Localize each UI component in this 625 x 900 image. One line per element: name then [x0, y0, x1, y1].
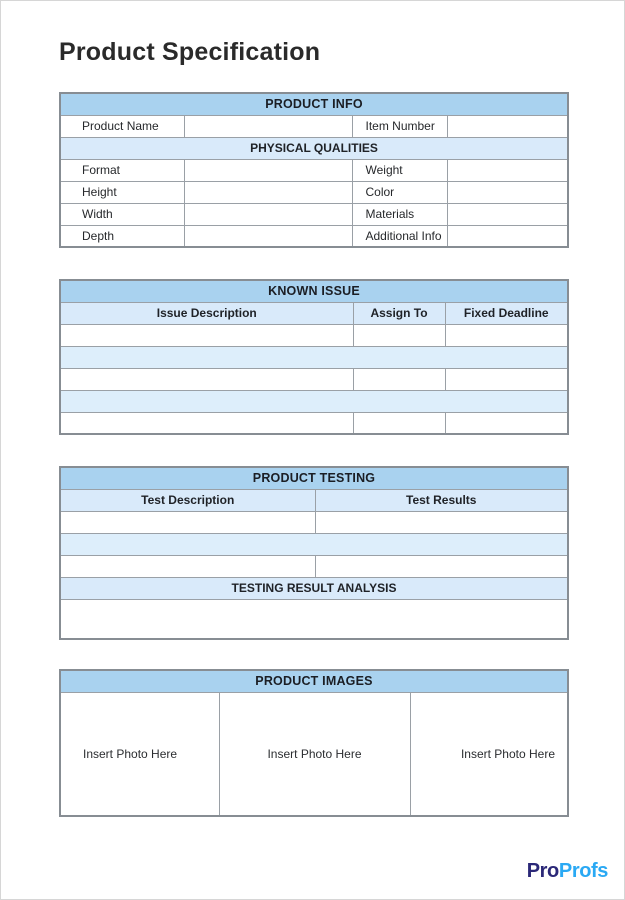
fixed-deadline-cell[interactable] — [445, 368, 568, 390]
testing-stripe-row-cell[interactable] — [60, 533, 568, 555]
table-row — [60, 412, 568, 434]
issue-description-cell[interactable] — [60, 368, 353, 390]
table-row — [60, 324, 568, 346]
table-row — [60, 93, 568, 115]
table-row — [60, 280, 568, 302]
photo-placeholder-cell[interactable]: Insert Photo Here — [219, 692, 410, 816]
proprofs-logo — [527, 860, 608, 883]
fixed-deadline-column-header: Fixed Deadline — [445, 302, 568, 324]
known-issue-table — [59, 279, 569, 435]
product-name-value-cell[interactable] — [184, 115, 352, 137]
color-label: Color — [352, 181, 447, 203]
table-row — [60, 115, 568, 137]
product-images-header: PRODUCT IMAGES — [60, 670, 568, 692]
issue-stripe-row-cell[interactable] — [60, 346, 568, 368]
depth-value-cell[interactable] — [184, 225, 352, 247]
table-row — [60, 390, 568, 412]
assign-to-cell[interactable] — [353, 324, 445, 346]
issue-description-cell[interactable] — [60, 324, 353, 346]
test-results-column-header: Test Results — [315, 489, 568, 511]
product-info-table — [59, 92, 569, 248]
product-testing-table — [59, 466, 569, 640]
testing-result-analysis-cell[interactable] — [60, 599, 568, 639]
materials-label: Materials — [352, 203, 447, 225]
item-number-value-cell[interactable] — [447, 115, 568, 137]
product-info-header: PRODUCT INFO — [60, 93, 568, 115]
physical-qualities-header: PHYSICAL QUALITIES — [60, 137, 568, 159]
table-row — [60, 555, 568, 577]
format-value-cell[interactable] — [184, 159, 352, 181]
width-value-cell[interactable] — [184, 203, 352, 225]
test-description-cell[interactable] — [60, 555, 315, 577]
table-row — [60, 467, 568, 489]
materials-value-cell[interactable] — [447, 203, 568, 225]
logo-text-pro: Pro — [526, 860, 559, 882]
color-value-cell[interactable] — [447, 181, 568, 203]
table-row — [60, 225, 568, 247]
table-row — [60, 692, 568, 816]
table-row — [60, 137, 568, 159]
product-images-table — [59, 669, 569, 817]
product-name-label: Product Name — [60, 115, 184, 137]
table-row — [60, 670, 568, 692]
fixed-deadline-cell[interactable] — [445, 412, 568, 434]
height-label: Height — [60, 181, 184, 203]
issue-stripe-row-cell[interactable] — [60, 390, 568, 412]
logo-text-profs: Profs — [558, 860, 608, 882]
table-row — [60, 599, 568, 639]
assign-to-cell[interactable] — [353, 368, 445, 390]
item-number-label: Item Number — [352, 115, 447, 137]
testing-result-analysis-header: TESTING RESULT ANALYSIS — [60, 577, 568, 599]
additional-info-label: Additional Info — [352, 225, 447, 247]
assign-to-cell[interactable] — [353, 412, 445, 434]
issue-description-column-header: Issue Description — [60, 302, 353, 324]
table-row — [60, 577, 568, 599]
table-row — [60, 511, 568, 533]
issue-description-cell[interactable] — [60, 412, 353, 434]
table-row — [60, 346, 568, 368]
product-testing-header: PRODUCT TESTING — [60, 467, 568, 489]
assign-to-column-header: Assign To — [353, 302, 445, 324]
weight-label: Weight — [352, 159, 447, 181]
photo-placeholder-cell[interactable]: Insert Photo Here — [60, 692, 219, 816]
additional-info-value-cell[interactable] — [447, 225, 568, 247]
table-row — [60, 368, 568, 390]
known-issue-header: KNOWN ISSUE — [60, 280, 568, 302]
test-results-cell[interactable] — [315, 555, 568, 577]
test-description-cell[interactable] — [60, 511, 315, 533]
table-row — [60, 159, 568, 181]
table-row — [60, 533, 568, 555]
table-row — [60, 302, 568, 324]
width-label: Width — [60, 203, 184, 225]
page-title: Product Specification — [59, 38, 321, 66]
test-description-column-header: Test Description — [60, 489, 315, 511]
table-row — [60, 489, 568, 511]
weight-value-cell[interactable] — [447, 159, 568, 181]
format-label: Format — [60, 159, 184, 181]
test-results-cell[interactable] — [315, 511, 568, 533]
height-value-cell[interactable] — [184, 181, 352, 203]
photo-placeholder-cell[interactable]: Insert Photo Here — [410, 692, 568, 816]
depth-label: Depth — [60, 225, 184, 247]
table-row — [60, 181, 568, 203]
table-row — [60, 203, 568, 225]
fixed-deadline-cell[interactable] — [445, 324, 568, 346]
